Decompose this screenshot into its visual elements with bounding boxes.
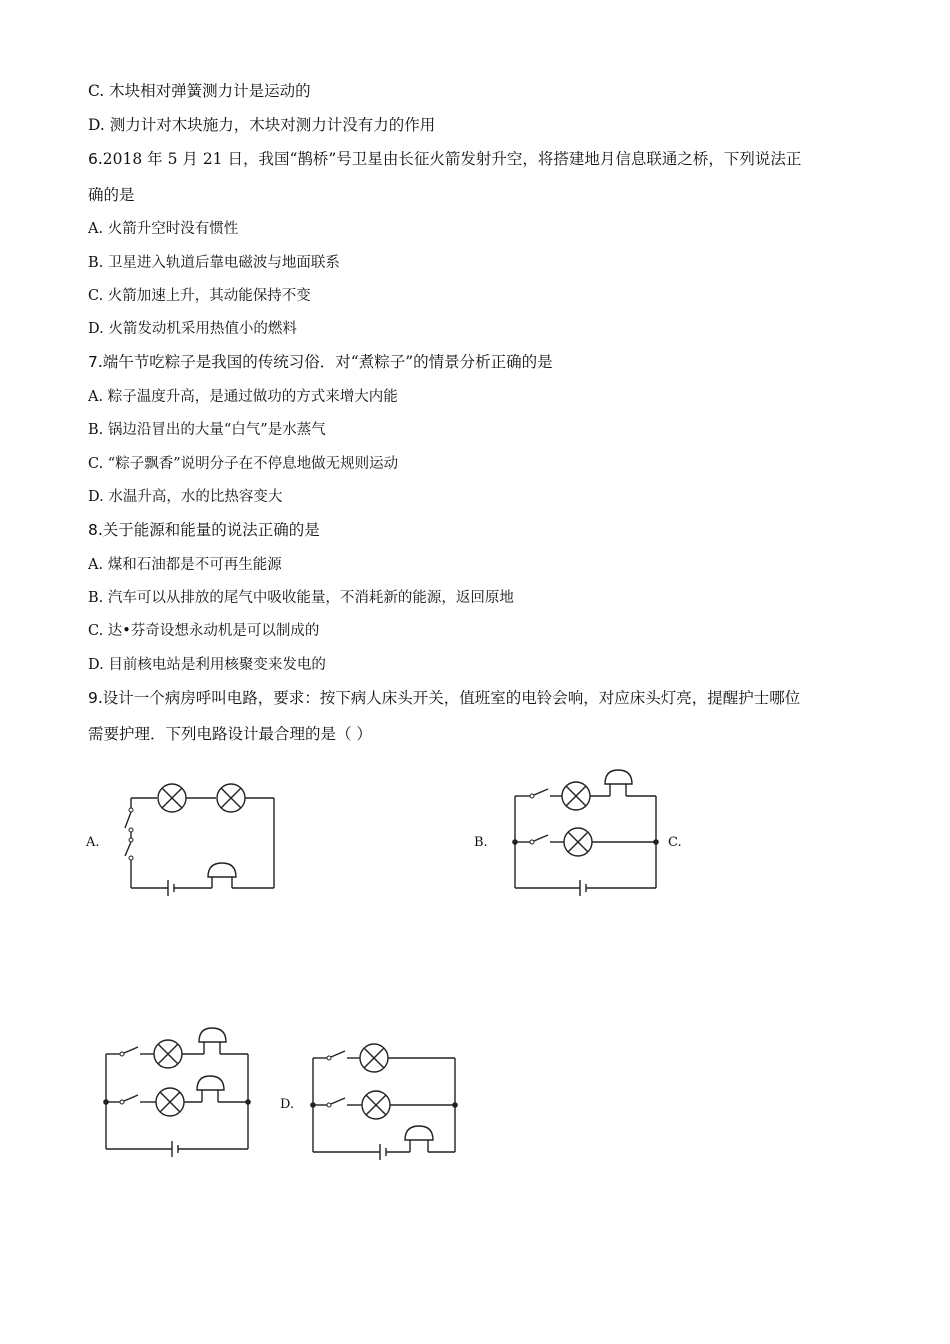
q6-option-d: D. 火箭发动机采用热值小的燃料 bbox=[88, 321, 297, 337]
q7-option-d: D. 水温升高，水的比热容变大 bbox=[88, 489, 283, 505]
lamp-icon bbox=[362, 1091, 390, 1119]
q7-option-a: A. 粽子温度升高，是通过做功的方式来增大内能 bbox=[88, 389, 398, 405]
switch-icon bbox=[327, 1098, 345, 1107]
q9-stem-line2: 需要护理．下列电路设计最合理的是（ ） bbox=[88, 725, 372, 743]
q6-option-b: B. 卫星进入轨道后靠电磁波与地面联系 bbox=[88, 255, 340, 271]
q5-option-d: D. 测力计对木块施力，木块对测力计没有力的作用 bbox=[88, 116, 436, 134]
q6-option-c: C. 火箭加速上升，其动能保持不变 bbox=[88, 288, 311, 304]
q8-option-d: D. 目前核电站是利用核聚变来发电的 bbox=[88, 657, 326, 673]
bell-icon bbox=[405, 1126, 433, 1152]
q7-option-c: C. “粽子飘香”说明分子在不停息地做无规则运动 bbox=[88, 456, 399, 472]
figure-b-label: B. bbox=[474, 835, 488, 850]
q8-option-a: A. 煤和石油都是不可再生能源 bbox=[88, 557, 282, 573]
switch-icon bbox=[327, 1051, 345, 1060]
lamp-icon bbox=[360, 1044, 388, 1072]
figure-a-label: A. bbox=[86, 835, 100, 850]
figure-d-label: D. bbox=[280, 1097, 295, 1112]
q7-option-b: B. 锅边沿冒出的大量“白气”是水蒸气 bbox=[88, 422, 326, 438]
q7-stem: 7.端午节吃粽子是我国的传统习俗．对“煮粽子”的情景分析正确的是 bbox=[88, 353, 553, 371]
q8-stem: 8.关于能源和能量的说法正确的是 bbox=[88, 521, 320, 539]
q6-stem-line1: 6.2018 年 5 月 21 日，我国“鹊桥”号卫星由长征火箭发射升空，将搭建地月信息联通之桥，下列说法正 bbox=[88, 150, 802, 168]
q6-stem-line2: 确的是 bbox=[88, 186, 135, 204]
q6-option-a: A. 火箭升空时没有惯性 bbox=[88, 221, 239, 237]
q8-option-c: C. 达•芬奇设想永动机是可以制成的 bbox=[88, 623, 320, 639]
q5-option-c: C. 木块相对弹簧测力计是运动的 bbox=[88, 82, 311, 100]
q8-option-b: B. 汽车可以从排放的尾气中吸收能量，不消耗新的能源，返回原地 bbox=[88, 590, 514, 606]
q9-stem-line1: 9.设计一个病房呼叫电路，要求：按下病人床头开关，值班室的电铃会响，对应床头灯亮，提醒护士哪位 bbox=[88, 689, 801, 707]
battery-icon bbox=[380, 1144, 386, 1160]
figure-c-label: C. bbox=[668, 835, 682, 850]
